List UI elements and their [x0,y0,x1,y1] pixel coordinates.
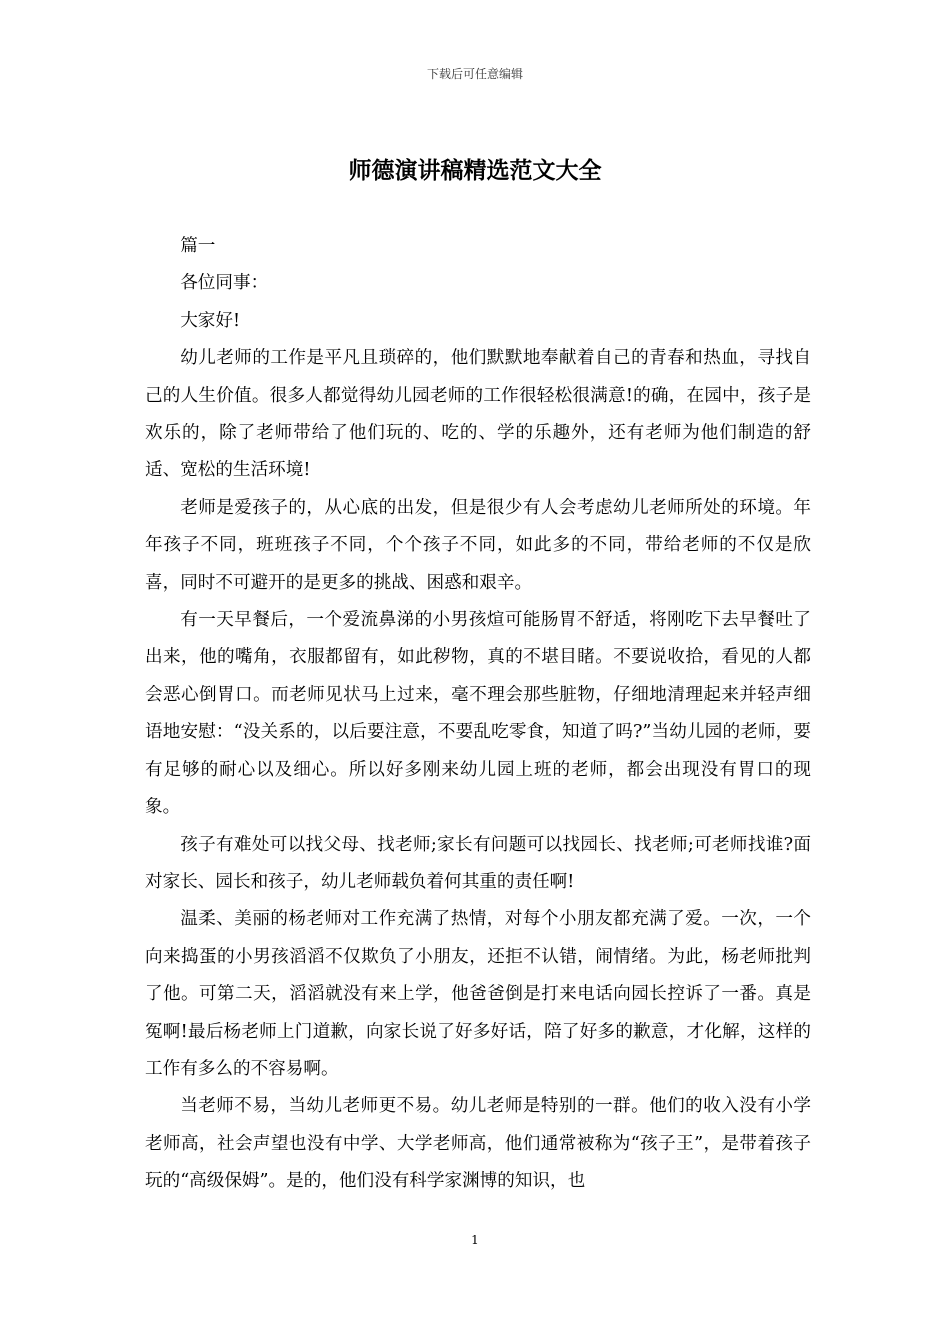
body-paragraph: 当老师不易，当幼儿老师更不易。幼儿老师是特别的一群。他们的收入没有小学老师高，社会声望也没有中学、大学老师高，他们通常被称为“孩子王”，是带着孩子玩的“高级保姆”。是的，他们没有科学家渊博的知识，也 [145,1096,811,1192]
body-paragraph: 孩子有难处可以找父母、找老师;家长有问题可以找园长、找老师;可老师找谁?面对家长、园长和孩子，幼儿老师载负着何其重的责任啊! [145,834,811,892]
header-note: 下载后可任意编辑 [426,67,523,81]
section-heading: 篇一 [180,236,216,256]
document-title: 师德演讲稿精选范文大全 [348,157,602,184]
greeting: 大家好! [180,310,241,331]
salutation: 各位同事： [180,273,269,294]
body-paragraph: 有一天早餐后，一个爱流鼻涕的小男孩煊可能肠胃不舒适，将刚吃下去早餐吐了出来，他的嘴角，衣服都留有，如此秽物，真的不堪目睹。不要说收拾，看见的人都会恶心倒胃口。而老师见状马上过来，毫不理会那些脏物，仔细地清理起来并轻声细语地安慰：“没关系的，以后要注意，不要乱吃零食，知道了吗?”当幼儿园的老师，要有足够的耐心以及细心。所以好多刚来幼儿园上班的老师，都会出现没有胃口的现象。 [145,610,811,818]
body-paragraph: 幼儿老师的工作是平凡且琐碎的，他们默默地奉献着自己的青春和热血，寻找自己的人生价值。很多人都觉得幼儿园老师的工作很轻松很满意!的确，在园中，孩子是欢乐的，除了老师带给了他们玩的、吃的、学的乐趣外，还有老师为他们制造的舒适、宽松的生活环境! [145,348,811,481]
body-paragraph: 温柔、美丽的杨老师对工作充满了热情，对每个小朋友都充满了爱。一次，一个向来捣蛋的小男孩滔滔不仅欺负了小朋友，还拒不认错，闹情绪。为此，杨老师批判了他。可第二天，滔滔就没有来上学，他爸爸倒是打来电话向园长控诉了一番。真是冤啊!最后杨老师上门道歉，向家长说了好多好话，陪了好多的歉意，才化解，这样的工作有多么的不容易啊。 [145,909,811,1079]
document-body [145,228,811,1201]
body-paragraph: 老师是爱孩子的，从心底的出发，但是很少有人会考虑幼儿老师所处的环境。年年孩子不同，班班孩子不同，个个孩子不同，如此多的不同，带给老师的不仅是欣喜，同时不可避开的是更多的挑战、困惑和艰辛。 [145,497,811,593]
page-number: 1 [471,1233,479,1247]
